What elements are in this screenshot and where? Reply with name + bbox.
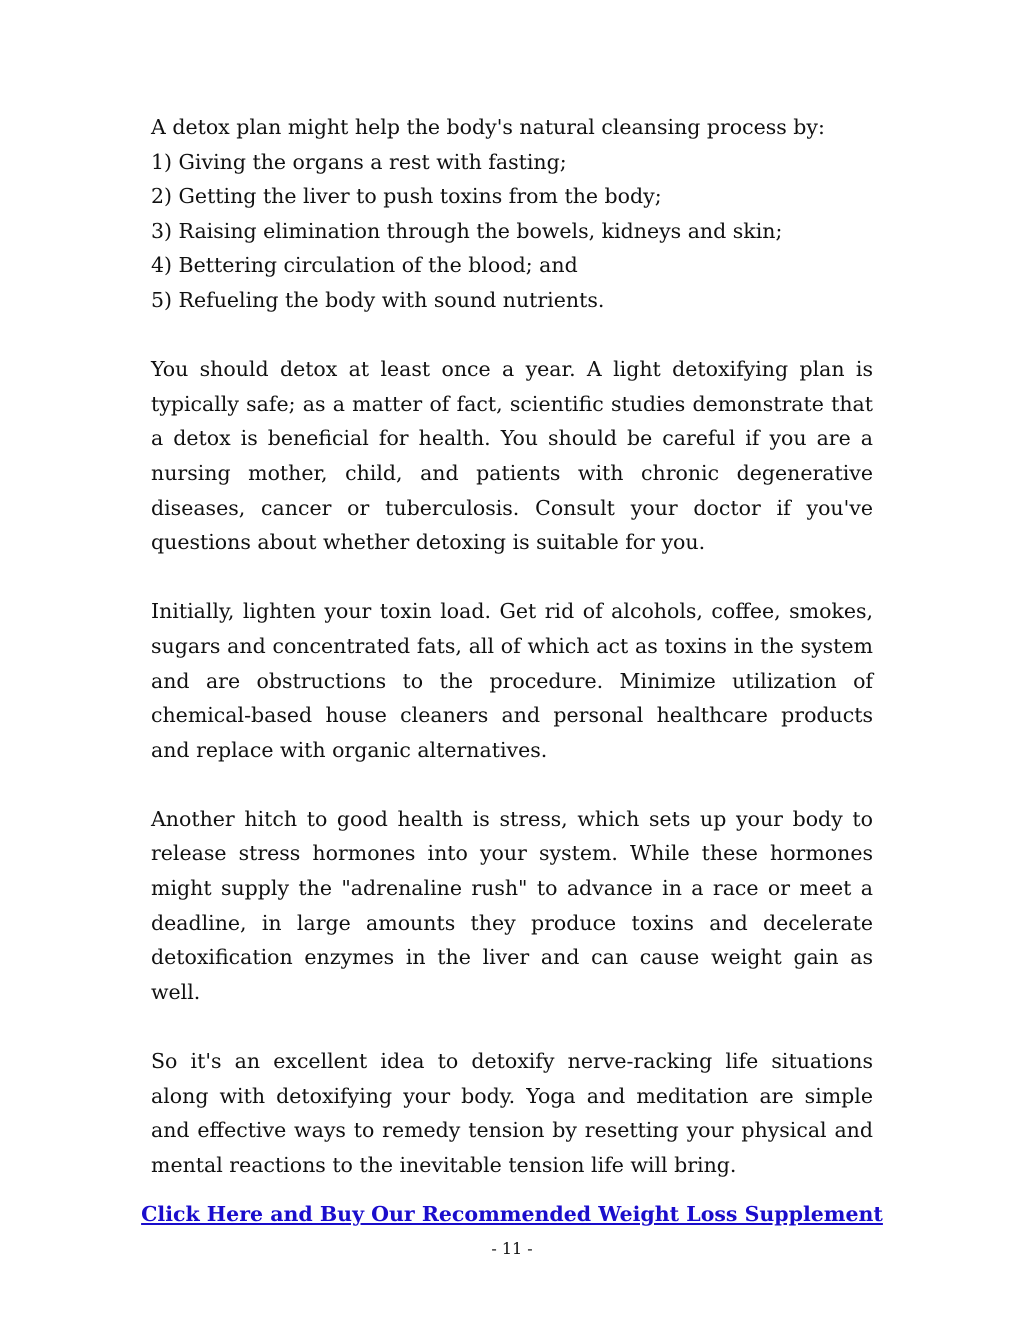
buy-supplement-link[interactable]: Click Here and Buy Our Recommended Weight Loss Supplement xyxy=(141,1202,883,1226)
list-item: 3) Raising elimination through the bowels, kidneys and skin; xyxy=(151,218,783,243)
page-number: - 11 - xyxy=(491,1239,533,1258)
list-item: 5) Refueling the body with sound nutrients. xyxy=(151,287,605,312)
intro-lead: A detox plan might help the body's natural cleansing process by: xyxy=(151,115,825,139)
paragraph-detoxify-life: So it's an excellent idea to detoxify nerve-racking life situations along with detoxifying your body. Yoga and meditation are simple and effective ways to remedy tension by resetting your physical and mental reactions to the inevitable tension life will bring. xyxy=(151,1049,873,1177)
page-content xyxy=(151,110,873,1182)
footer-link-container xyxy=(0,1202,1024,1226)
paragraph-detox-frequency: You should detox at least once a year. A light detoxifying plan is typically safe; as a matter of fact, scientific studies demonstrate that a detox is beneficial for health. You should be careful if you are a nursing mother, child, and patients with chronic degenerative diseases, cancer or tuberculosis. Consult your doctor if you've questions about whether detoxing is suitable for you. xyxy=(151,357,873,555)
paragraph-stress: Another hitch to good health is stress, which sets up your body to release stress hormones into your system. While these hormones might supply the "adrenaline rush" to advance in a race or meet a deadline, in large amounts they produce toxins and decelerate detoxification enzymes in the liver and can cause weight gain as well. xyxy=(151,806,873,1004)
list-item: 4) Bettering circulation of the blood; and xyxy=(151,253,578,278)
intro-list xyxy=(151,110,873,318)
list-item: 1) Giving the organs a rest with fasting; xyxy=(151,149,567,174)
paragraph-toxin-load: Initially, lighten your toxin load. Get rid of alcohols, coffee, smokes, sugars and concentrated fats, all of which act as toxins in the system and are obstructions to the procedure. Minimize utilization of chemical-based house cleaners and personal healthcare products and replace with organic alternatives. xyxy=(151,599,873,762)
list-item: 2) Getting the liver to push toxins from the body; xyxy=(151,184,662,209)
